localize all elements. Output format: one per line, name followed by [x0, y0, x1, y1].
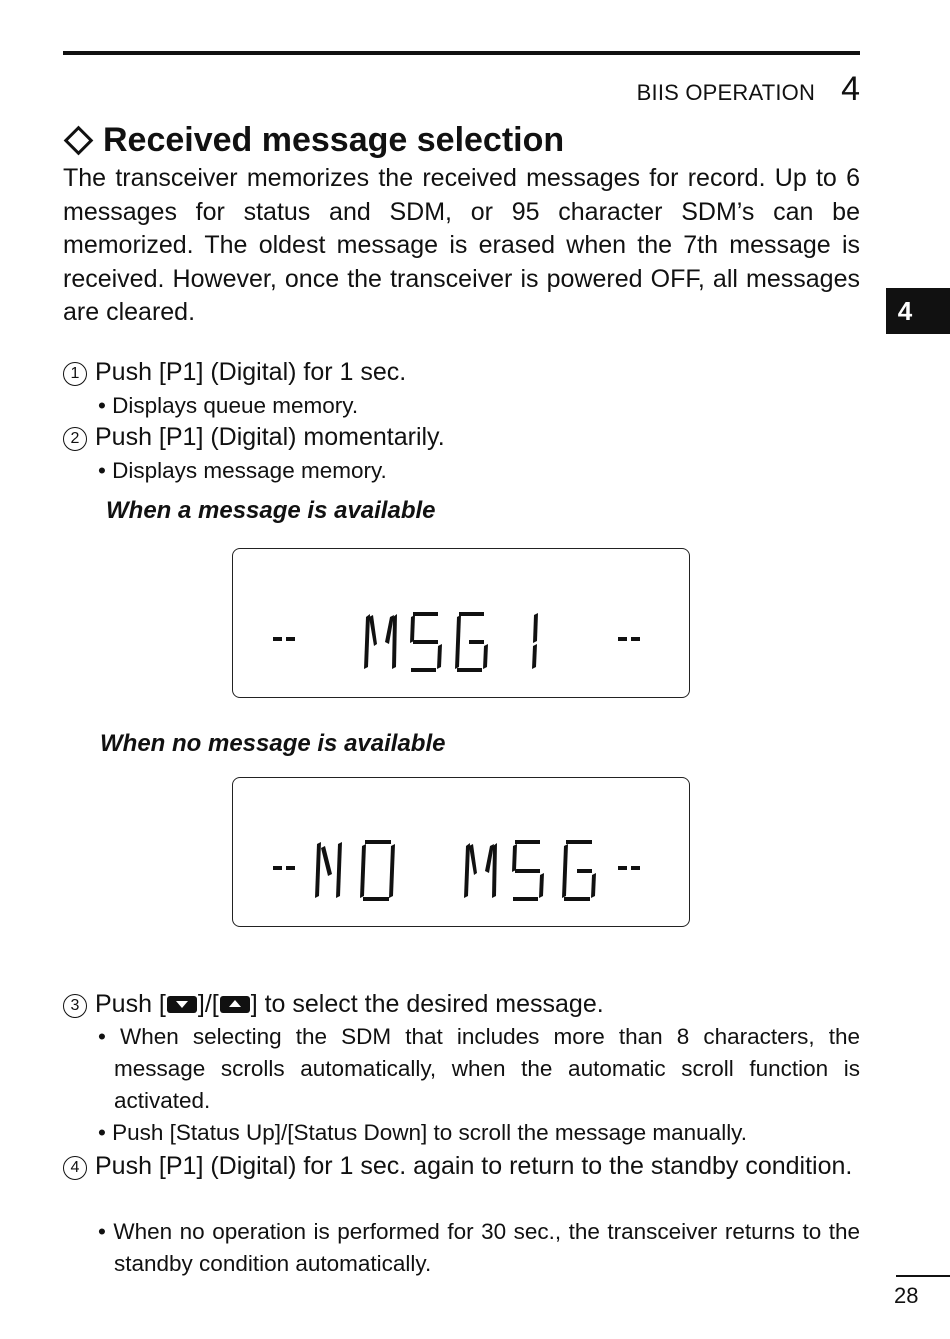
- step-number-3: 3: [63, 994, 87, 1018]
- up-arrow-key-icon: [220, 996, 250, 1013]
- caption-no-message: When no message is available: [100, 730, 446, 757]
- step-2: [63, 421, 860, 454]
- step-3: 3 Push [ ]/[ ] to select the desired message.: [63, 988, 860, 1021]
- lcd-display-msg1: [232, 548, 690, 698]
- chapter-tab: 4: [886, 288, 950, 334]
- step-4: [63, 1150, 860, 1183]
- step-1-text: Push [P1] (Digital) for 1 sec.: [95, 358, 407, 386]
- step-3-bullet-2: • Push [Status Up]/[Status Down] to scroll the message manually.: [98, 1120, 748, 1145]
- step-number-2: 2: [63, 427, 87, 451]
- caption-message-available: When a message is available: [106, 497, 436, 524]
- step-number-1: 1: [63, 362, 87, 386]
- step-2-bullet: • Displays message memory.: [98, 458, 387, 483]
- footer-rule: [896, 1275, 950, 1277]
- step-1-bullet: • Displays queue memory.: [98, 393, 359, 418]
- section-title: BIIS OPERATION: [636, 80, 816, 105]
- lcd-display-no-msg: [232, 777, 690, 927]
- page-header: [637, 70, 860, 109]
- step-1: [63, 356, 860, 389]
- down-arrow-key-icon: [167, 996, 197, 1013]
- step-2-text: Push [P1] (Digital) momentarily.: [95, 423, 445, 451]
- title-text: Received message selection: [103, 121, 565, 159]
- intro-paragraph: The transceiver memorizes the received messages for record. Up to 6 messages for status and SDM, or 95 character SDM’s can be memorized. The oldest message is erased when the 7th message is received. However, once the transceiver is powered OFF, all messages are cleared.: [63, 164, 860, 326]
- step-4-text: Push [P1] (Digital) for 1 sec. again to return to the standby condition.: [95, 1152, 853, 1180]
- step-number-4: 4: [63, 1156, 87, 1180]
- diamond-icon: [64, 126, 94, 156]
- lcd-segments-msg1: [233, 549, 691, 699]
- step-4-bullet: • When no operation is performed for 30 sec., the transceiver returns to the standby condition automatically.: [98, 1219, 860, 1276]
- page-number: 28: [894, 1283, 919, 1308]
- step-3-bullet-1: • When selecting the SDM that includes more than 8 characters, the message scrolls automatically, when the automatic scroll function is activated.: [98, 1024, 860, 1113]
- page-title: [63, 121, 564, 160]
- top-rule: [63, 51, 860, 55]
- lcd-segments-no-msg: [233, 778, 691, 928]
- chapter-number: 4: [841, 70, 860, 108]
